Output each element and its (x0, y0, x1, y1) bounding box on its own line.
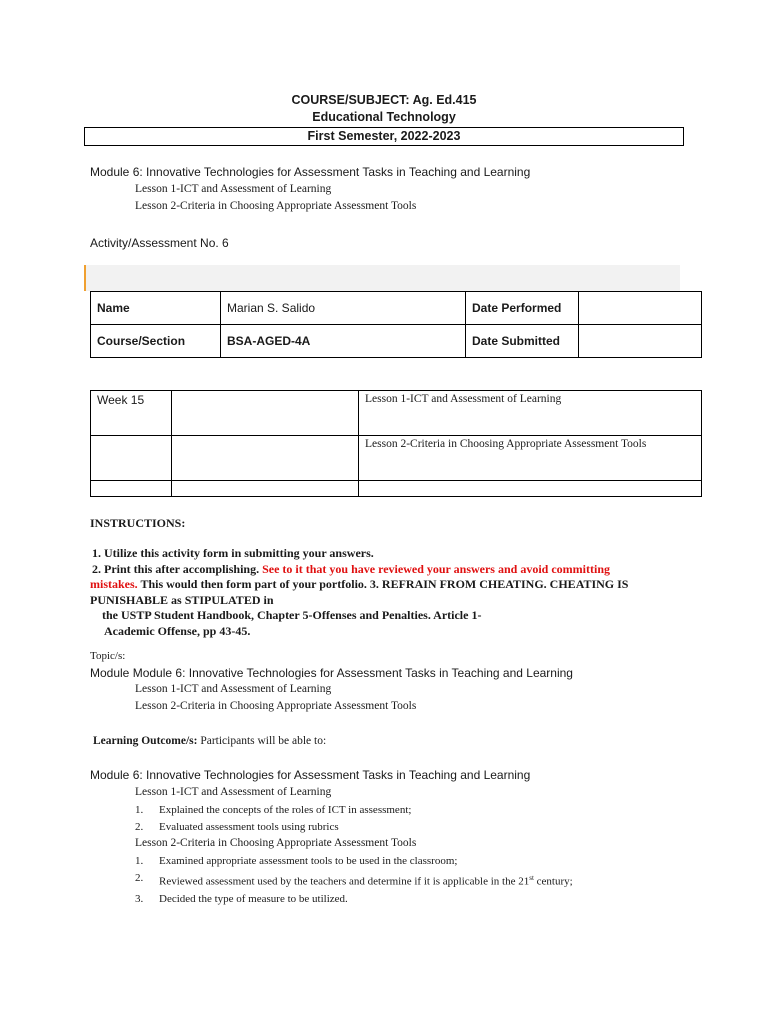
list-text: Decided the type of measure to be utilized. (159, 892, 348, 905)
topics-lesson-1: Lesson 1-ICT and Assessment of Learning (135, 683, 332, 695)
learning-outcomes-label: Learning Outcome/s: (93, 735, 198, 747)
module-lesson-1: Lesson 1-ICT and Assessment of Learning (135, 183, 332, 195)
instruction-2-warning-cont: mistakes. (90, 577, 138, 591)
list-text: Reviewed assessment used by the teachers and determine if it is applicable in the 21 (159, 875, 530, 888)
empty-cell (172, 481, 359, 497)
instruction-offense: Academic Offense, pp 43-45. (104, 623, 251, 638)
list-item (135, 891, 573, 908)
table-row (91, 481, 702, 497)
outcomes-lesson-1-list (135, 802, 411, 836)
list-number: 1. (135, 804, 144, 816)
table-row (91, 325, 702, 358)
subject-title: Educational Technology (312, 110, 456, 124)
date-performed-label: Date Performed (466, 292, 579, 325)
highlight-bar (84, 265, 680, 291)
module-title: Module 6: Innovative Technologies for Assessment Tasks in Teaching and Learning (90, 165, 531, 179)
learning-outcomes-text: Participants will be able to: (197, 735, 327, 747)
list-text: Explained the concepts of the roles of ICT in assessment; (159, 804, 412, 816)
instruction-2-warning: See to it that you have reviewed your answers and avoid committing (262, 561, 610, 576)
outcomes-module: Module 6: Innovative Technologies for Assessment Tasks in Teaching and Learning (90, 768, 531, 782)
outcomes-lesson-2-list (135, 853, 573, 908)
course-value: BSA-AGED-4A (221, 325, 466, 358)
module-lesson-2: Lesson 2-Criteria in Choosing Appropriate Assessment Tools (135, 200, 417, 212)
week-table (90, 390, 702, 497)
student-info-table (90, 291, 702, 358)
list-item (135, 819, 411, 836)
instruction-handbook: the USTP Student Handbook, Chapter 5-Offenses and Penalties. Article 1- (102, 608, 482, 622)
instructions-body (92, 546, 692, 639)
topics-module-prefix: Module (90, 666, 133, 680)
empty-cell (172, 391, 359, 436)
instruction-item-2-cont (90, 577, 692, 593)
table-row (91, 292, 702, 325)
list-text: Evaluated assessment tools using rubrics (159, 821, 339, 833)
list-text-end: century; (533, 875, 573, 888)
instruction-2-start: 2. Print this after accomplishing. (92, 561, 263, 576)
empty-cell (359, 481, 702, 497)
outcomes-lesson-1: Lesson 1-ICT and Assessment of Learning (135, 786, 332, 798)
learning-outcomes (93, 735, 326, 747)
list-text: Examined appropriate assessment tools to be used in the classroom; (159, 855, 458, 867)
week-lesson-1: Lesson 1-ICT and Assessment of Learning (359, 391, 702, 436)
activity-number: Activity/Assessment No. 6 (90, 236, 229, 250)
course-title: COURSE/SUBJECT: Ag. Ed.415 (291, 93, 477, 107)
empty-cell (172, 436, 359, 481)
topics-lesson-2: Lesson 2-Criteria in Choosing Appropriate Assessment Tools (135, 700, 417, 712)
instruction-2-rest: This would then form part of your portfolio. 3. REFRAIN FROM CHEATING. CHEATING IS (137, 577, 629, 591)
date-submitted-label: Date Submitted (466, 325, 579, 358)
week-cell: Week 15 (91, 391, 172, 436)
list-number: 2. (135, 872, 144, 884)
topics-module (90, 666, 573, 680)
list-number: 2. (135, 821, 144, 833)
instruction-item-1: 1. Utilize this activity form in submitting your answers. (92, 546, 374, 560)
table-row (91, 436, 702, 481)
name-label: Name (91, 292, 221, 325)
outcomes-lesson-2: Lesson 2-Criteria in Choosing Appropriate Assessment Tools (135, 837, 417, 849)
week-lesson-2: Lesson 2-Criteria in Choosing Appropriate Assessment Tools (359, 436, 702, 481)
list-number: 3. (135, 892, 144, 905)
topics-module-title: Module 6: Innovative Technologies for Assessment Tasks in Teaching and Learning (132, 666, 573, 680)
empty-cell (91, 436, 172, 481)
list-number: 1. (135, 855, 144, 867)
list-item (135, 802, 411, 819)
date-submitted-value (579, 325, 702, 358)
instructions-heading: INSTRUCTIONS: (90, 516, 186, 530)
ordinal-suffix: st (529, 874, 534, 882)
topics-label: Topic/s: (90, 650, 126, 662)
instruction-punishable: PUNISHABLE as STIPULATED in (90, 592, 274, 607)
instruction-item-2 (92, 562, 692, 578)
empty-cell (91, 481, 172, 497)
date-performed-value (579, 292, 702, 325)
list-item (135, 870, 573, 891)
table-row (91, 391, 702, 436)
name-value: Marian S. Salido (221, 292, 466, 325)
semester-box: First Semester, 2022-2023 (84, 127, 684, 146)
list-item (135, 853, 573, 870)
course-label: Course/Section (91, 325, 221, 358)
